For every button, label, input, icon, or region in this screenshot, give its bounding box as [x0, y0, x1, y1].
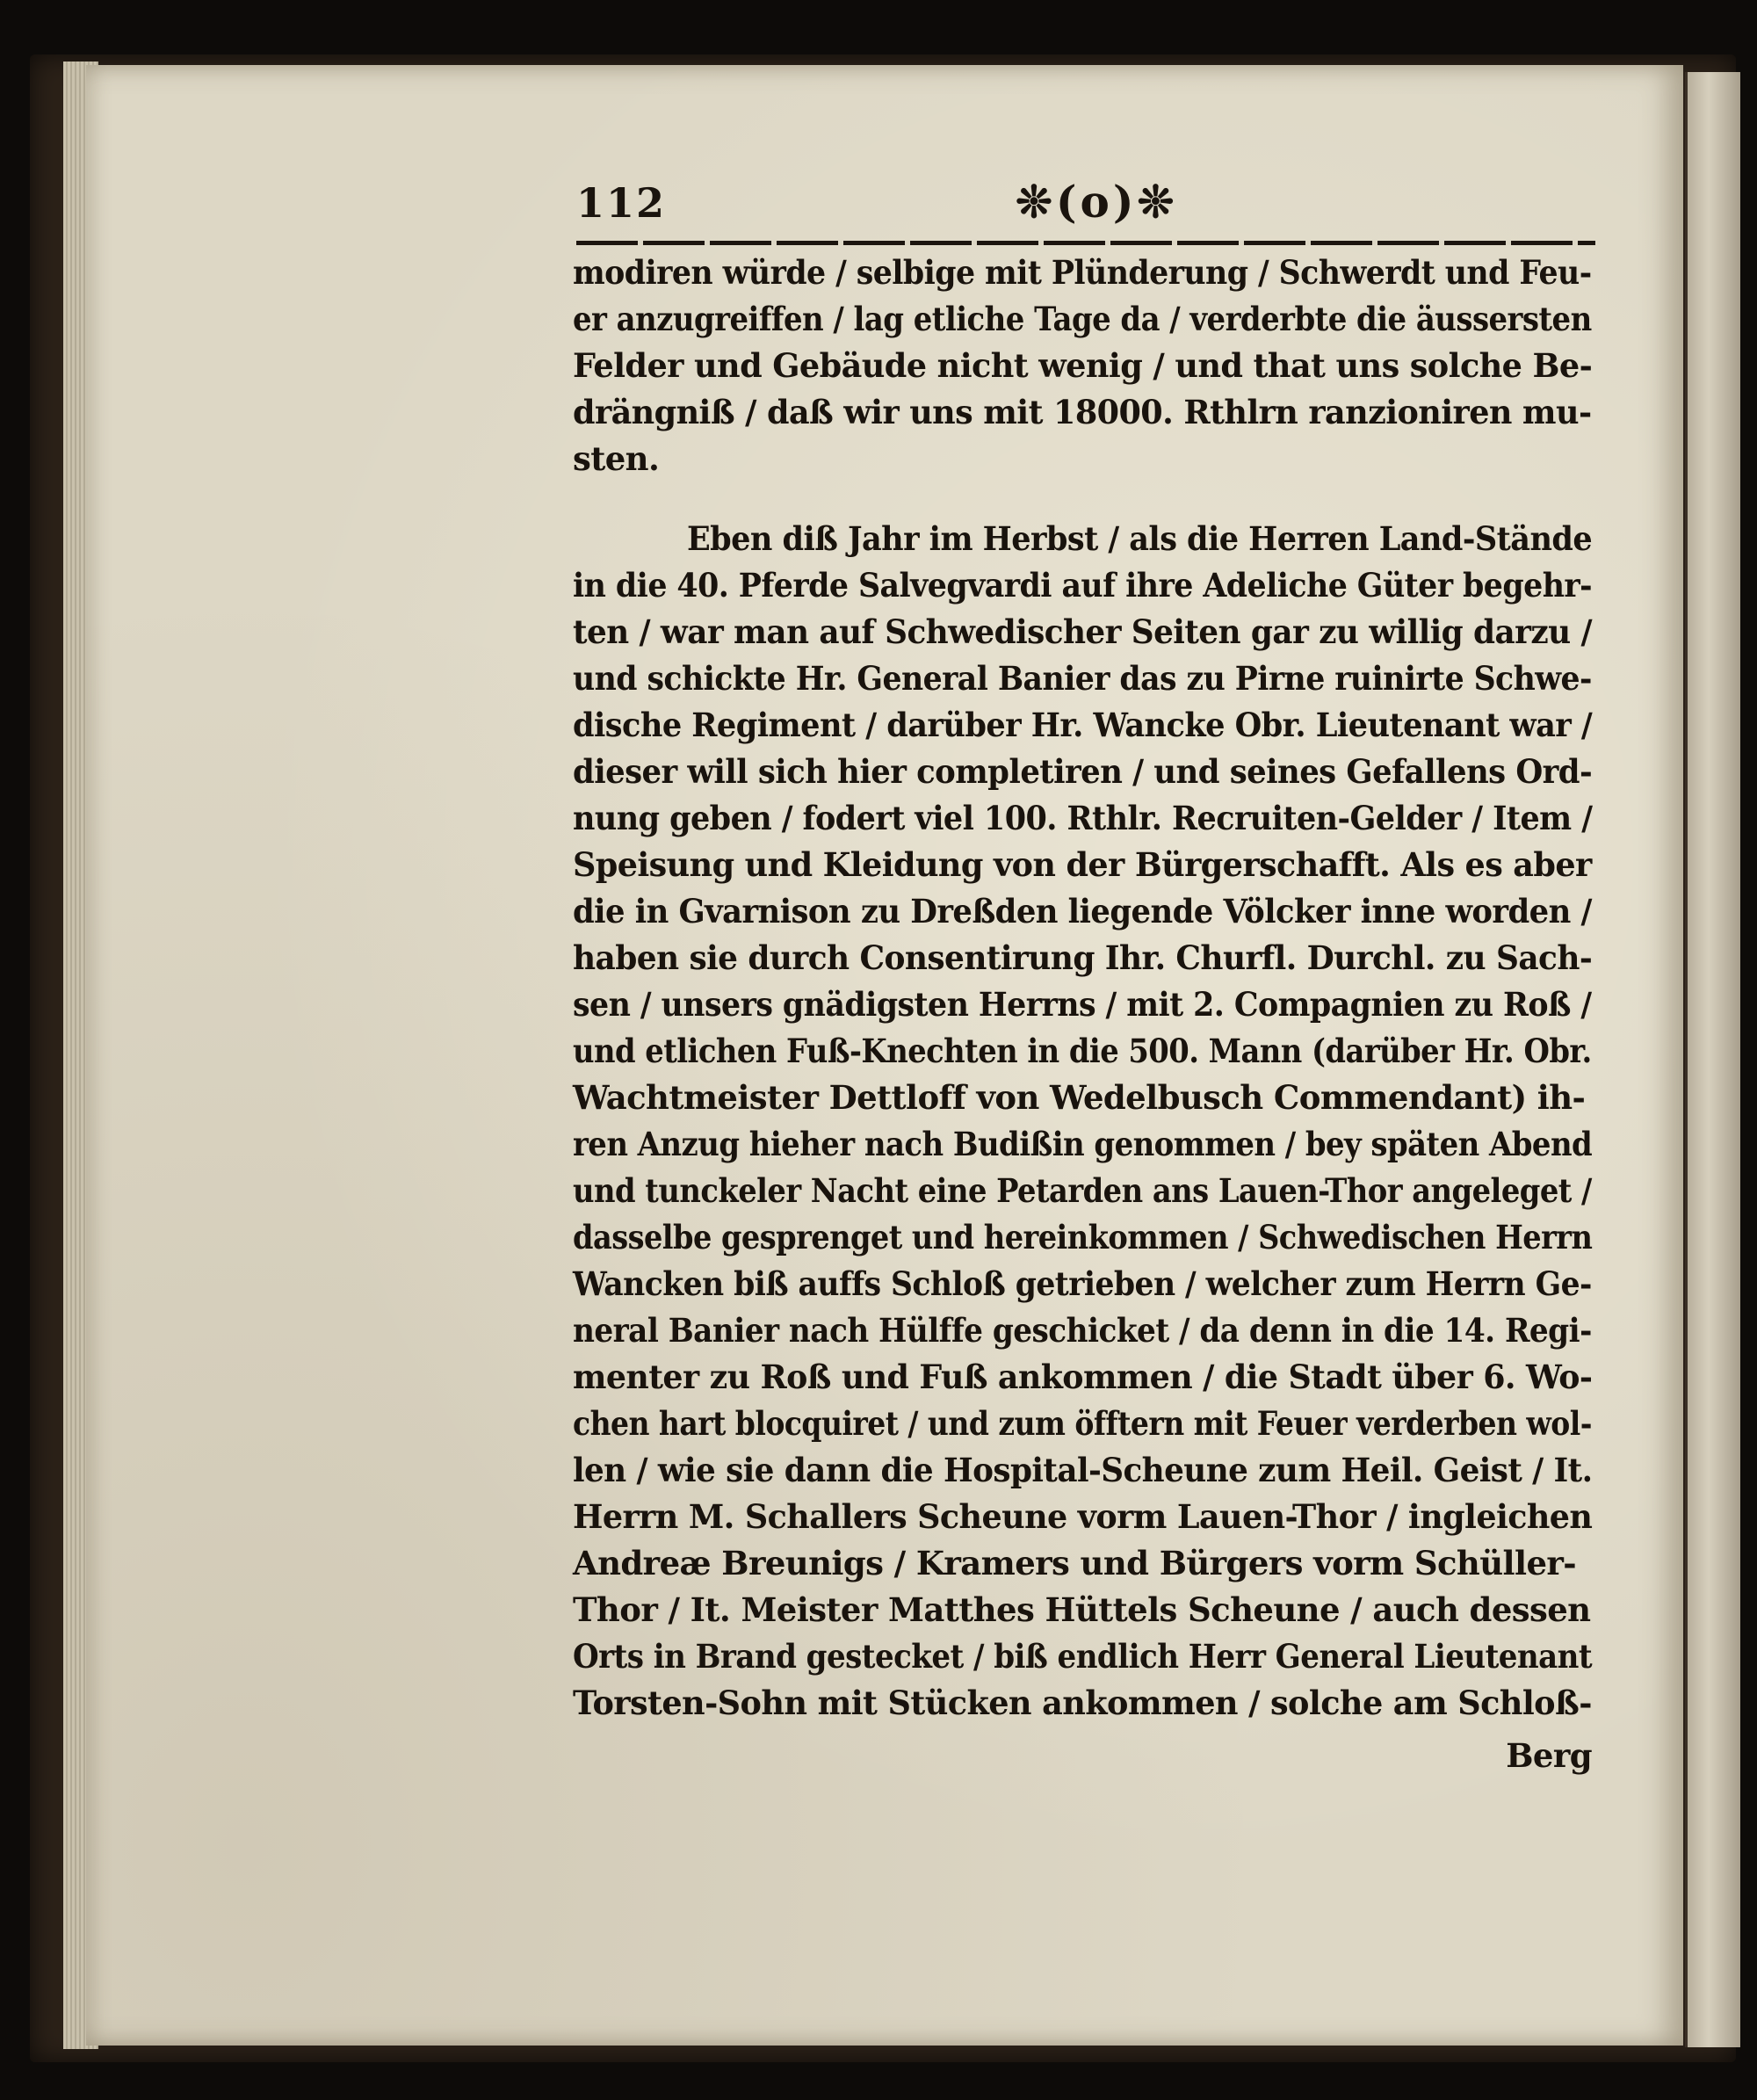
text-line: haben sie durch Consentirung Ihr. Churfl. Durchl. zu Sach-: [573, 938, 1593, 977]
text-line: dische Regiment / darüber Hr. Wancke Obr. Lieutenant war /: [573, 706, 1593, 744]
text-line: modiren würde / selbige mit Plünderung / Schwerdt und Feu-: [573, 253, 1592, 292]
text-line: menter zu Roß und Fuß ankommen / die Stadt über 6. Wo-: [573, 1358, 1593, 1396]
text-line: chen hart blocquiret / und zum öfftern mit Feuer verderben wol-: [573, 1404, 1592, 1443]
text-line: len / wie sie dann die Hospital-Scheune zum Heil. Geist / It.: [573, 1451, 1593, 1489]
text-line: in die 40. Pferde Salvegvardi auf ihre Adeliche Güter begehr-: [573, 566, 1593, 605]
text-line: sten.: [573, 439, 660, 478]
text-line: dasselbe gesprenget und hereinkommen / Schwedischen Herrn: [573, 1218, 1593, 1256]
text-line: die in Gvarnison zu Dreßden liegende Völcker inne worden /: [573, 892, 1592, 931]
text-line: und tunckeler Nacht eine Petarden ans Lauen-Thor angeleget /: [573, 1171, 1592, 1210]
text-line: Wachtmeister Dettloff von Wedelbusch Commendant) ih-: [573, 1078, 1586, 1117]
text-line: und schickte Hr. General Banier das zu Pirne ruinirte Schwe-: [573, 659, 1592, 698]
text-line: Wancken biß auffs Schloß getrieben / welcher zum Herrn Ge-: [573, 1264, 1592, 1303]
text-line: Speisung und Kleidung von der Bürgerschafft. Als es aber: [573, 845, 1592, 884]
text-line: nung geben / fodert viel 100. Rthlr. Recruiten-Gelder / Item /: [573, 799, 1593, 837]
text-line: ten / war man auf Schwedischer Seiten gar zu willig darzu /: [573, 612, 1593, 651]
text-line: Andreæ Breunigs / Kramers und Bürgers vorm Schüller-: [573, 1544, 1577, 1582]
text-line: Orts in Brand gestecket / biß endlich Herr General Lieutenant: [573, 1637, 1593, 1676]
text-line: sen / unsers gnädigsten Herrns / mit 2. Compagnien zu Roß /: [573, 985, 1592, 1024]
text-line: Herrn M. Schallers Scheune vorm Lauen-Thor / ingleichen: [573, 1497, 1593, 1536]
catchword: Berg: [1506, 1736, 1592, 1775]
text-line: neral Banier nach Hülffe geschicket / da denn in die 14. Regi-: [573, 1311, 1592, 1350]
text-line: dieser will sich hier completiren / und seines Gefallens Ord-: [573, 752, 1593, 791]
page-number: 112: [576, 179, 667, 227]
page-header: [576, 176, 1592, 237]
facing-page-edge: [1685, 72, 1740, 2047]
header-ornament: ❊(o)❊: [1016, 176, 1178, 228]
text-line: Thor / It. Meister Matthes Hüttels Scheune / auch dessen: [573, 1590, 1591, 1629]
text-line: ren Anzug hieher nach Budißin genommen / bey späten Abend: [573, 1125, 1593, 1163]
text-line: Eben diß Jahr im Herbst / als die Herren Land-Stände: [687, 519, 1593, 558]
text-line: und etlichen Fuß-Knechten in die 500. Mann (darüber Hr. Obr.: [573, 1032, 1592, 1070]
header-rule: [576, 241, 1595, 245]
text-line: Felder und Gebäude nicht wenig / und that uns solche Be-: [573, 346, 1593, 385]
text-line: er anzugreiffen / lag etliche Tage da / verderbte die äussersten: [573, 300, 1592, 338]
text-line: drängniß / daß wir uns mit 18000. Rthlrn ranzioniren mu-: [573, 393, 1592, 431]
text-line: Torsten-Sohn mit Stücken ankommen / solche am Schloß-: [573, 1684, 1592, 1722]
